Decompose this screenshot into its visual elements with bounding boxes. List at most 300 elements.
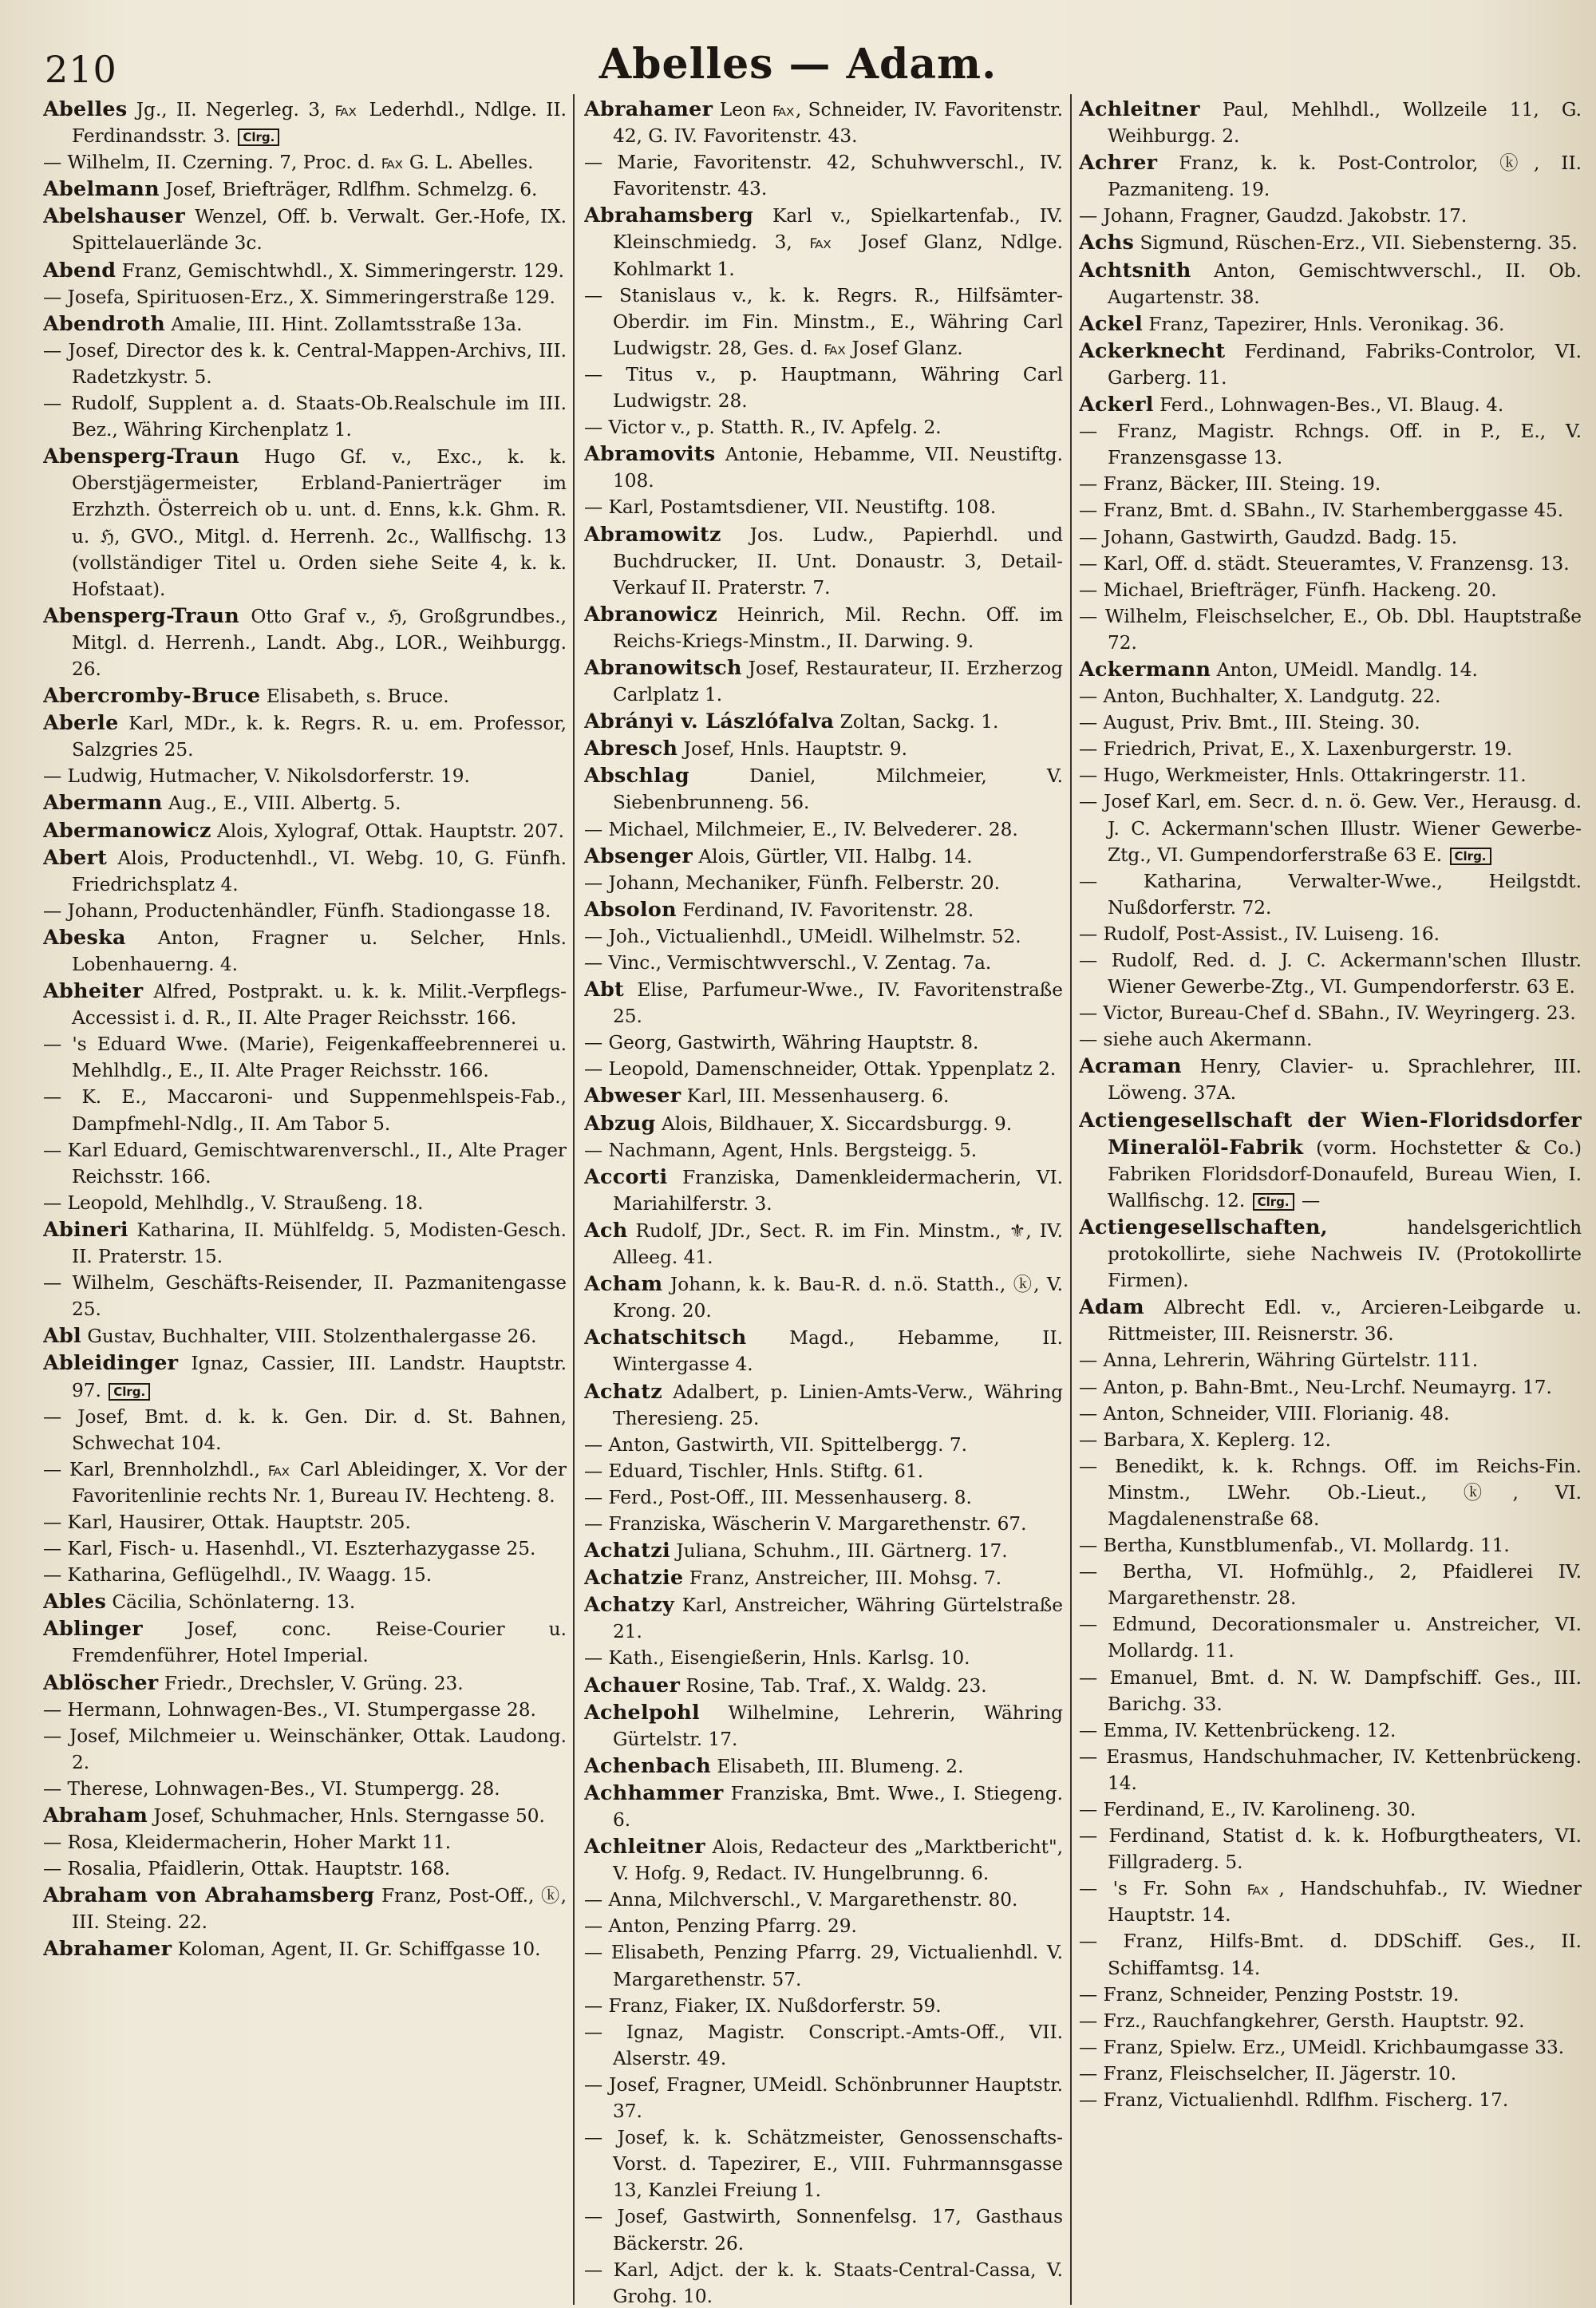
directory-entry bbox=[1079, 921, 1582, 947]
entry-surname: Absolon bbox=[584, 896, 677, 921]
directory-entry bbox=[43, 763, 567, 789]
entry-details: — Karl, Postamtsdiener, VII. Neustiftg. 108. bbox=[584, 496, 997, 519]
entry-details: Heinrich, Mil. Rechn. Off. im Reichs-Kriegs-Minstm., II. Darwing. 9. bbox=[613, 603, 1063, 652]
entry-surname: Abelles bbox=[43, 97, 128, 121]
directory-entry bbox=[43, 176, 567, 203]
entry-details: — Johann, Fragner, Gaudzd. Jakobstr. 17. bbox=[1079, 205, 1468, 227]
directory-entry bbox=[43, 1216, 567, 1270]
entry-surname: Abend bbox=[43, 257, 117, 282]
entry-details: — Emanuel, Bmt. d. N. W. Dampfschiff. Ges., III. Barichg. 33. bbox=[1079, 1666, 1582, 1715]
entry-surname: Achenbach bbox=[584, 1753, 712, 1777]
entry-surname: Abl bbox=[43, 1323, 81, 1348]
entry-details: — Josef, k. k. Schätzmeister, Genossenschafts-Vorst. d. Tapezirer, E., VIII. Fuhrmannsgasse 13, Kanzlei Freiung 1. bbox=[584, 2127, 1063, 2202]
entry-details: — Johann, Mechaniker, Fünfh. Felberstr. 20. bbox=[584, 871, 1000, 894]
directory-entry bbox=[43, 1031, 567, 1084]
entry-details: — Karl, Adjct. der k. k. Staats-Central-Cassa, V. Grohg. 10. bbox=[584, 2259, 1063, 2306]
entry-details: — Leopold, Damenschneider, Ottak. Yppenplatz 2. bbox=[584, 1058, 1057, 1081]
directory-entry bbox=[43, 1562, 567, 1588]
entry-surname: Abensperg-Traun bbox=[43, 603, 240, 627]
entry-details: Franz, Anstreicher, III. Mohsg. 7. bbox=[683, 1567, 1002, 1590]
entry-surname: Abert bbox=[43, 844, 108, 869]
directory-entry bbox=[1079, 709, 1582, 736]
entry-surname: Ablöscher bbox=[43, 1670, 159, 1694]
entry-details: — Josef, Gastwirth, Sonnenfelsg. 17, Gasthaus Bäckerstr. 26. bbox=[584, 2206, 1063, 2255]
entry-details: — Michael, Briefträger, Fünfh. Hackeng. 20. bbox=[1079, 579, 1497, 601]
directory-entry bbox=[1079, 2034, 1582, 2061]
entry-details: — Rosalia, Pfaidlerin, Ottak. Hauptstr. 168. bbox=[43, 1858, 451, 1880]
directory-entry bbox=[584, 1591, 1063, 1645]
entry-details: Wenzel, Off. b. Verwalt. Ger.-Hofe, IX. Spittelauerlände 3c. bbox=[72, 206, 567, 255]
entry-details: — Hugo, Werkmeister, Hnls. Ottakringerstr. 11. bbox=[1079, 765, 1527, 787]
entry-surname: Abrahamsberg bbox=[584, 203, 753, 227]
entry-details: Alfred, Postprakt. u. k. k. Milit.-Verpflegs-Accessist i. d. R., II. Alte Prager Reichsstr. 166. bbox=[72, 981, 567, 1030]
directory-entry bbox=[584, 202, 1063, 282]
directory-entry bbox=[1079, 1823, 1582, 1875]
directory-entry bbox=[43, 338, 567, 390]
directory-entry bbox=[584, 1564, 1063, 1591]
entry-details: Karl, Anstreicher, Währing Gürtelstraße 21. bbox=[613, 1595, 1063, 1643]
entry-details: Ferdinand, IV. Favoritenstr. 28. bbox=[676, 899, 974, 921]
directory-entry bbox=[584, 1484, 1063, 1511]
entry-details: — Victor, Bureau-Chef d. SBahn., IV. Weyringerg. 23. bbox=[1079, 1002, 1576, 1025]
directory-entry bbox=[584, 1432, 1063, 1458]
directory-entry bbox=[1079, 391, 1582, 418]
entry-surname: Abrahamer bbox=[584, 97, 713, 121]
entry-surname: Abt bbox=[584, 977, 625, 1002]
entry-details: — Edmund, Decorationsmaler u. Anstreicher, VI. Mollardg. 11. bbox=[1079, 1614, 1582, 1662]
directory-entry bbox=[584, 870, 1063, 896]
directory-entry bbox=[43, 1509, 567, 1535]
entry-details: — Therese, Lohnwagen-Bes., VI. Stumpergg. 28. bbox=[43, 1777, 500, 1800]
entry-details: — Karl, Hausirer, Ottak. Hauptstr. 205. bbox=[43, 1511, 411, 1533]
directory-entry bbox=[584, 654, 1063, 708]
directory-entry bbox=[43, 1270, 567, 1322]
directory-entry bbox=[1079, 1401, 1582, 1427]
directory-entry bbox=[43, 96, 567, 149]
entry-details: (vorm. Hochstetter & Co.) Fabriken Floridsdorf-Donaufeld, Bureau Wien, I. Wallfischg. 12. bbox=[1108, 1136, 1582, 1211]
entry-surname: Actiengesellschaft der Wien-Floridsdorfer Mineralöl-Fabrik bbox=[1079, 1107, 1582, 1159]
directory-entry bbox=[584, 441, 1063, 494]
entry-details: Anton, UMeidl. Mandlg. 14. bbox=[1211, 658, 1478, 681]
directory-entry bbox=[584, 708, 1063, 735]
entry-details: — Rudolf, Red. d. J. C. Ackermann'schen Illustr. Wiener Gewerbe-Ztg., VI. Gumpendorferstr. 63 E. bbox=[1079, 950, 1582, 998]
entry-details: Juliana, Schuhm., III. Gärtnerg. 17. bbox=[670, 1540, 1008, 1563]
entry-details: Franz, Post-Off., ⓚ, III. Steing. 22. bbox=[72, 1885, 567, 1934]
entry-details: — Karl, Fisch- u. Hasenhdl., VI. Eszterhazygasse 25. bbox=[43, 1538, 536, 1560]
entry-details: — Anna, Lehrerin, Währing Gürtelstr. 111. bbox=[1079, 1350, 1479, 1372]
entry-details: — K. E., Maccaroni- und Suppenmehlspeis-Fab., Dampfmehl-Ndlg., II. Am Tabor 5. bbox=[43, 1086, 567, 1135]
directory-entry bbox=[584, 1753, 1063, 1780]
directory-entry bbox=[1079, 1611, 1582, 1664]
directory-entry bbox=[1079, 1053, 1582, 1106]
directory-entry bbox=[584, 1082, 1063, 1109]
entry-details: — Josef, Director des k. k. Central-Mappen-Archivs, III. Radetzkystr. 5. bbox=[43, 339, 567, 388]
entry-details: Alois, Xylograf, Ottak. Hauptstr. 207. bbox=[211, 820, 564, 842]
entry-details: — Joh., Victualienhdl., UMeidl. Wilhelmstr. 52. bbox=[584, 925, 1021, 947]
entry-details: Zoltan, Sackg. 1. bbox=[834, 711, 999, 733]
entry-surname: Achatschitsch bbox=[584, 1325, 747, 1350]
directory-entry bbox=[1079, 603, 1582, 656]
entry-details: — Josef, Fragner, UMeidl. Schönbrunner Hauptstr. 37. bbox=[584, 2073, 1063, 2123]
directory-entry bbox=[584, 1913, 1063, 1939]
entry-details: Magd., Hebamme, II. Wintergasse 4. bbox=[613, 1327, 1063, 1376]
entry-surname: Achleitner bbox=[584, 1834, 705, 1859]
entry-surname: Achatzi bbox=[584, 1538, 670, 1563]
entry-surname: Abermanowicz bbox=[43, 817, 211, 842]
entry-details: Wilhelmine, Lehrerin, Währing Gürtelstr. 17. bbox=[613, 1701, 1063, 1750]
entry-details: Elise, Parfumeur-Wwe., IV. Favoritenstraße 25. bbox=[613, 979, 1063, 1028]
entry-details: Karl v., Spielkartenfab., IV. Kleinschmiedg. 3, ℻ Josef Glanz, Ndlge. Kohlmarkt 1. bbox=[613, 205, 1063, 280]
directory-entry bbox=[43, 1456, 567, 1509]
entry-details: — Frz., Rauchfangkehrer, Gersth. Hauptstr. 92. bbox=[1079, 2010, 1525, 2032]
entry-details: Henry, Clavier- u. Sprachlehrer, III. Löweng. 37A. bbox=[1108, 1056, 1582, 1105]
directory-entry bbox=[43, 1404, 567, 1456]
entry-details: Katharina, II. Mühlfeldg. 5, Modisten-Gesch. II. Praterstr. 15. bbox=[72, 1219, 567, 1268]
entry-details: Elisabeth, III. Blumeng. 2. bbox=[711, 1755, 964, 1777]
directory-entry bbox=[1079, 1665, 1582, 1717]
entry-surname: Achtsnith bbox=[1079, 257, 1191, 282]
directory-entry bbox=[584, 283, 1063, 362]
entry-surname: Achleitner bbox=[1079, 97, 1200, 121]
entry-surname: Ablinger bbox=[43, 1616, 143, 1641]
entry-surname: Ackel bbox=[1079, 310, 1144, 335]
directory-entry bbox=[584, 1833, 1063, 1887]
entry-details: — Bertha, Kunstblumenfab., VI. Mollardg. 11. bbox=[1079, 1535, 1510, 1557]
directory-entry bbox=[1079, 577, 1582, 603]
column-left bbox=[43, 96, 567, 2306]
directory-entry bbox=[43, 1723, 567, 1776]
entry-surname: Adam bbox=[1079, 1294, 1144, 1319]
directory-entry bbox=[1079, 1796, 1582, 1823]
entry-details: Amalie, III. Hint. Zollamtsstraße 13a. bbox=[165, 313, 523, 335]
directory-entry bbox=[43, 390, 567, 443]
entry-surname: Ackerknecht bbox=[1079, 338, 1226, 362]
entry-surname: Abranowitsch bbox=[584, 654, 742, 679]
entry-details: — Rudolf, Post-Assist., IV. Luiseng. 16. bbox=[1079, 923, 1440, 945]
entry-details: Albrecht Edl. v., Arcieren-Leibgarde u. Rittmeister, III. Reisnerstr. 36. bbox=[1108, 1297, 1582, 1346]
directory-entry bbox=[584, 494, 1063, 520]
entry-details: — Franz, Fiaker, IX. Nußdorferstr. 59. bbox=[584, 1994, 942, 2017]
entry-details: — Franz, Schneider, Penzing Poststr. 19. bbox=[1079, 1983, 1460, 2006]
entry-details: Franz, k. k. Post-Controlor, ⓚ, II. Pazmaniteng. 19. bbox=[1108, 152, 1582, 201]
entry-surname: Achatzie bbox=[584, 1565, 684, 1590]
directory-entry bbox=[1079, 497, 1582, 524]
directory-entry bbox=[584, 2019, 1063, 2072]
entry-details: — Anton, Gastwirth, VII. Spittelbergg. 7. bbox=[584, 1433, 968, 1456]
commerce-register-mark: Clrg. bbox=[1253, 1193, 1294, 1211]
entry-details: — 's Fr. Sohn ℻, Handschuhfab., IV. Wiedner Hauptstr. 14. bbox=[1079, 1878, 1582, 1927]
entry-details: Ferd., Lohnwagen-Bes., VI. Blaug. 4. bbox=[1153, 394, 1504, 417]
directory-entry bbox=[584, 1137, 1063, 1164]
directory-entry bbox=[1079, 1214, 1582, 1294]
entry-details: Paul, Mehlhdl., Wollzeile 11, G. Weihburgg. 2. bbox=[1108, 99, 1582, 148]
entry-details: Franziska, Bmt. Wwe., I. Stiegeng. 6. bbox=[613, 1782, 1063, 1831]
directory-entry bbox=[43, 1882, 567, 1935]
entry-details: — Josef Karl, em. Secr. d. n. ö. Gew. Ver., Herausg. d. J. C. Ackermann'schen Illustr. Wiener Gewerbe-Ztg., VI. Gumpendorferstraße 63 E. bbox=[1079, 791, 1582, 866]
entry-details: — Ignaz, Magistr. Conscript.-Amts-Off., VII. Alserstr. 49. bbox=[584, 2021, 1063, 2069]
directory-entry bbox=[584, 1511, 1063, 1537]
entry-details: — Karl, Off. d. städt. Steueramtes, V. Franzensg. 13. bbox=[1079, 552, 1570, 575]
entry-surname: Abelmann bbox=[43, 176, 160, 201]
entry-surname: Ableidinger bbox=[43, 1350, 179, 1375]
directory-entry bbox=[584, 2124, 1063, 2203]
entry-details: Gustav, Buchhalter, VIII. Stolzenthalergasse 26. bbox=[81, 1326, 537, 1348]
directory-entry bbox=[43, 1137, 567, 1190]
directory-entry bbox=[1079, 1532, 1582, 1559]
entry-details: Aug., E., VIII. Albertg. 5. bbox=[162, 792, 401, 815]
entry-details: Ferdinand, Fabriks-Controlor, VI. Garberg. 11. bbox=[1108, 340, 1582, 389]
directory-entry bbox=[1079, 1982, 1582, 2008]
entry-details: — Friedrich, Privat, E., X. Laxenburgerstr. 19. bbox=[1079, 738, 1513, 761]
directory-entry bbox=[43, 1322, 567, 1350]
directory-entry bbox=[584, 976, 1063, 1030]
directory-entry bbox=[584, 1271, 1063, 1324]
directory-entry bbox=[1079, 310, 1582, 338]
entry-details: — Ludwig, Hutmacher, V. Nikolsdorferstr. 19. bbox=[43, 765, 470, 788]
entry-surname: Ackermann bbox=[1079, 656, 1211, 681]
directory-entry bbox=[1079, 524, 1582, 551]
entry-details: — Franz, Spielw. Erz., UMeidl. Krichbaumgasse 33. bbox=[1079, 2036, 1565, 2058]
directory-entry bbox=[584, 896, 1063, 923]
directory-entry bbox=[43, 1802, 567, 1829]
entry-surname: Achhammer bbox=[584, 1780, 724, 1804]
directory-entry bbox=[1079, 1347, 1582, 1373]
entry-details: — Anna, Milchverschl., V. Margarethenstr. 80. bbox=[584, 1889, 1018, 1911]
directory-entry bbox=[43, 603, 567, 682]
directory-entry bbox=[1079, 1000, 1582, 1026]
entry-details: — Wilhelm, Geschäfts-Reisender, II. Pazmanitengasse 25. bbox=[43, 1272, 567, 1321]
directory-entry bbox=[43, 443, 567, 603]
entry-details: Anton, Fragner u. Selcher, Hnls. Lobenhauerng. 4. bbox=[72, 927, 567, 975]
entry-details: — Katharina, Geflügelhdl., IV. Waagg. 15. bbox=[43, 1564, 433, 1587]
directory-entry bbox=[43, 1535, 567, 1562]
entry-surname: Abercromby-Bruce bbox=[43, 683, 261, 708]
running-head: Abelles — Adam. bbox=[598, 40, 998, 89]
entry-details: Alois, Bildhauer, X. Siccardsburgg. 9. bbox=[655, 1113, 1013, 1135]
entry-surname: Abelshauser bbox=[43, 204, 186, 228]
directory-entry bbox=[1079, 683, 1582, 709]
directory-entry bbox=[584, 1056, 1063, 1082]
directory-entry bbox=[584, 1110, 1063, 1137]
directory-entry bbox=[43, 257, 567, 284]
entry-details: — Hermann, Lohnwagen-Bes., VI. Stumpergasse 28. bbox=[43, 1698, 536, 1721]
entry-surname: Accorti bbox=[584, 1164, 668, 1188]
directory-entry bbox=[43, 1670, 567, 1697]
entry-surname: Abramovits bbox=[584, 441, 716, 466]
entry-surname: Achauer bbox=[584, 1672, 681, 1697]
directory-entry bbox=[584, 521, 1063, 601]
entry-surname: Acham bbox=[584, 1271, 663, 1296]
entry-surname: Abheiter bbox=[43, 978, 144, 1003]
entry-details: Johann, k. k. Bau-R. d. n.ö. Statth., ⓚ, V. Krong. 20. bbox=[613, 1274, 1063, 1322]
entry-surname: Abeska bbox=[43, 924, 126, 949]
directory-entry bbox=[1079, 1026, 1582, 1053]
directory-entry bbox=[1079, 1559, 1582, 1611]
directory-entry bbox=[1079, 947, 1582, 1000]
directory-entry bbox=[1079, 1374, 1582, 1401]
entry-details: — Ferd., Post-Off., III. Messenhauserg. 8. bbox=[584, 1486, 972, 1508]
entry-details: — Michael, Milchmeier, E., IV. Belvederег. 28. bbox=[584, 818, 1018, 840]
directory-entry bbox=[43, 817, 567, 844]
entry-surname: Achrer bbox=[1079, 150, 1158, 175]
directory-entry bbox=[43, 789, 567, 816]
directory-entry bbox=[584, 762, 1063, 816]
entry-details: — Franz, Magistr. Rchngs. Off. in P., E., V. Franzensgasse 13. bbox=[1079, 421, 1582, 469]
entry-details: — bbox=[1295, 1189, 1321, 1211]
entry-surname: Achatzy bbox=[584, 1592, 675, 1617]
entry-details: — Josefa, Spirituosen-Erz., X. Simmeringerstraße 129. bbox=[43, 286, 555, 308]
entry-details: — Georg, Gastwirth, Währing Hauptstr. 8. bbox=[584, 1032, 979, 1054]
directory-entry bbox=[584, 950, 1063, 976]
directory-entry bbox=[584, 2203, 1063, 2256]
entry-details: Franziska, Damenkleidermacherin, VI. Mariahilferstr. 3. bbox=[613, 1166, 1063, 1215]
entry-details: Alois, Gürtler, VII. Halbg. 14. bbox=[693, 845, 973, 867]
entry-surname: Abensperg-Traun bbox=[43, 444, 240, 468]
directory-entry bbox=[1079, 96, 1582, 149]
directory-entry bbox=[43, 284, 567, 310]
entry-surname: Acraman bbox=[1079, 1053, 1182, 1078]
directory-entry bbox=[584, 414, 1063, 441]
entry-details: — Karl, Brennholzhdl., ℻ Carl Ableidinger, X. Vor der Favoritenlinie rechts Nr. 1, Bureau IV. Hechteng. 8. bbox=[43, 1458, 567, 1507]
entry-details: — August, Priv. Bmt., III. Steing. 30. bbox=[1079, 712, 1420, 734]
directory-entry bbox=[584, 735, 1063, 762]
entry-details: Ignaz, Cassier, III. Landstr. Hauptstr. 97. bbox=[72, 1353, 567, 1401]
entry-details: — Johann, Gastwirth, Gaudzd. Badg. 15. bbox=[1079, 526, 1458, 548]
directory-entry bbox=[584, 96, 1063, 149]
directory-entry bbox=[1079, 1107, 1582, 1214]
entry-details: — Stanislaus v., k. k. Regrs. R., Hilfsämter-Oberdir. im Fin. Minstm., E., Währing Carl Ludwigstr. 28, Ges. d. ℻ Josef Glanz. bbox=[584, 284, 1063, 359]
entry-details: — Rosa, Kleidermacherin, Hoher Markt 11. bbox=[43, 1832, 452, 1854]
entry-details: — Erasmus, Handschuhmacher, IV. Kettenbrückeng. 14. bbox=[1079, 1745, 1582, 1794]
directory-entry bbox=[584, 1780, 1063, 1833]
entry-details: Cäcilia, Schönlaterng. 13. bbox=[106, 1591, 356, 1614]
entry-surname: Abzug bbox=[584, 1110, 656, 1135]
entry-details: — Franz, Victualienhdl. Rdlfhm. Fischerg. 17. bbox=[1079, 2089, 1509, 2112]
directory-entry bbox=[1079, 1928, 1582, 1981]
directory-entry bbox=[43, 924, 567, 978]
directory-entry bbox=[584, 1993, 1063, 2019]
directory-entry bbox=[584, 1458, 1063, 1484]
entry-details: — Emma, IV. Kettenbrückeng. 12. bbox=[1079, 1719, 1396, 1741]
entry-details: — Rudolf, Supplent a. d. Staats-Ob.Realschule im III. Bez., Währing Kirchenplatz 1. bbox=[43, 393, 567, 441]
directory-entry bbox=[43, 203, 567, 256]
directory-entry bbox=[1079, 551, 1582, 577]
directory-entry bbox=[43, 1615, 567, 1669]
entry-details: — siehe auch Akermann. bbox=[1079, 1029, 1313, 1051]
directory-entry bbox=[1079, 868, 1582, 921]
entry-details: Alois, Productenhdl., VI. Webg. 10, G. Fünfh. Friedrichsplatz 4. bbox=[72, 847, 567, 895]
directory-entry bbox=[1079, 471, 1582, 497]
directory-entry bbox=[1079, 656, 1582, 683]
entry-surname: Abweser bbox=[584, 1083, 681, 1108]
directory-entry bbox=[43, 310, 567, 338]
directory-entry bbox=[584, 843, 1063, 870]
entry-details: Josef, Restaurateur, II. Erzherzog Carlplatz 1. bbox=[613, 657, 1063, 706]
entry-details: — Ferdinand, Statist d. k. k. Hofburgtheaters, VI. Fillgraderg. 5. bbox=[1079, 1825, 1582, 1874]
entry-details: Rudolf, JDr., Sect. R. im Fin. Minstm., ⚜, IV. Alleeg. 41. bbox=[613, 1219, 1063, 1269]
directory-entry bbox=[584, 1378, 1063, 1432]
entry-details: — Elisabeth, Penzing Pfarrg. 29, Victualienhdl. V. Margarethenstr. 57. bbox=[584, 1942, 1063, 1990]
directory-entry bbox=[43, 898, 567, 924]
directory-entry bbox=[584, 1030, 1063, 1056]
directory-entry bbox=[1079, 1717, 1582, 1744]
directory-entry bbox=[1079, 418, 1582, 471]
entry-details: Josef, conc. Reise-Courier u. Fremdenführer, Hotel Imperial. bbox=[72, 1618, 567, 1667]
column-middle bbox=[584, 96, 1063, 2306]
column-rule-right bbox=[1070, 94, 1072, 2305]
entry-details: — Josef, Milchmeier u. Weinschänker, Ottak. Laudong. 2. bbox=[43, 1725, 567, 1773]
directory-entry bbox=[584, 1672, 1063, 1699]
column-rule-left bbox=[573, 94, 575, 2305]
entry-details: Otto Graf v., ℌ, Großgrundbes., Mitgl. d. Herrenh., Landt. Abg., LOR., Weihburgg. 26. bbox=[72, 605, 567, 680]
directory-entry bbox=[584, 601, 1063, 654]
entry-details: — Marie, Favoritenstr. 42, Schuhwverschl., IV. Favoritenstr. 43. bbox=[584, 152, 1063, 200]
column-right bbox=[1079, 96, 1582, 2306]
entry-details: Daniel, Milchmeier, V. Siebenbrunneng. 56. bbox=[613, 765, 1063, 814]
entry-details: Franz, Tapezirer, Hnls. Veronikag. 36. bbox=[1143, 313, 1505, 335]
directory-entry bbox=[1079, 2008, 1582, 2034]
directory-entry bbox=[43, 1697, 567, 1723]
page-number: 210 bbox=[45, 48, 117, 91]
directory-entry bbox=[584, 1324, 1063, 1377]
entry-surname: Abramowitz bbox=[584, 521, 721, 546]
entry-details: Koloman, Agent, II. Gr. Schiffgasse 10. bbox=[172, 1938, 541, 1961]
entry-details: — Eduard, Tischler, Hnls. Stiftg. 61. bbox=[584, 1460, 924, 1482]
entry-details: Adalbert, p. Linien-Amts-Verw., Währing Theresieng. 25. bbox=[613, 1381, 1063, 1429]
directory-entry bbox=[43, 1350, 567, 1403]
directory-entry bbox=[1079, 1744, 1582, 1796]
directory-entry bbox=[584, 816, 1063, 843]
entry-details: Friedr., Drechsler, V. Grüng. 23. bbox=[158, 1672, 464, 1694]
entry-surname: Ables bbox=[43, 1589, 107, 1614]
directory-entry bbox=[584, 1887, 1063, 1913]
entry-details: Karl, MDr., k. k. Regrs. R. u. em. Professor, Salzgries 25. bbox=[72, 713, 567, 761]
directory-entry bbox=[43, 978, 567, 1031]
entry-details: — Victor v., p. Statth. R., IV. Apfelg. 2. bbox=[584, 417, 942, 439]
directory-entry bbox=[584, 2257, 1063, 2306]
entry-surname: Aberle bbox=[43, 710, 119, 735]
directory-entry bbox=[43, 1935, 567, 1962]
directory-entry bbox=[1079, 203, 1582, 229]
entry-surname: Achs bbox=[1079, 230, 1135, 255]
entry-details: — Nachmann, Agent, Hnls. Bergsteigg. 5. bbox=[584, 1139, 978, 1161]
directory-entry bbox=[1079, 788, 1582, 867]
commerce-register-mark: Clrg. bbox=[109, 1383, 150, 1401]
entry-details: — Franziska, Wäscherin V. Margarethenstr. 67. bbox=[584, 1512, 1027, 1535]
entry-details: — Anton, Buchhalter, X. Landgutg. 22. bbox=[1079, 686, 1441, 708]
entry-details: — Katharina, Verwalter-Wwe., Heilgstdt. Nußdorferstr. 72. bbox=[1079, 870, 1582, 919]
entry-details: Karl, III. Messenhauserg. 6. bbox=[681, 1085, 950, 1108]
entry-details: Josef, Hnls. Hauptstr. 9. bbox=[678, 738, 908, 761]
entry-details: — Franz, Bäcker, III. Steing. 19. bbox=[1079, 473, 1381, 496]
directory-entry bbox=[584, 1939, 1063, 1992]
entry-surname: Abraham von Abrahamsberg bbox=[43, 1883, 375, 1907]
entry-details: — Anton, p. Bahn-Bmt., Neu-Lrchf. Neumayrg. 17. bbox=[1079, 1376, 1552, 1398]
entry-details: — Leopold, Mehlhdlg., V. Straußeng. 18. bbox=[43, 1192, 424, 1214]
entry-details: handelsgerichtlich protokollirte, siehe Nachweis IV. (Protokollirte Firmen). bbox=[1108, 1216, 1582, 1292]
directory-entry bbox=[1079, 229, 1582, 256]
entry-surname: Abrányi v. Lászlófalva bbox=[584, 709, 835, 733]
directory-entry bbox=[43, 682, 567, 709]
entry-details: Hugo Gf. v., Exc., k. k. Oberstjägermeister, Erbland-Panierträger im Erzhzth. Österreich ob u. unt. d. Enns, k.k. Ghm. R. u. ℌ, GVO., Mitgl. d. Herrenh. 2c., Wallfischg. 13 (vollständiger Titel u. Orden siehe Seite 4, k. k. Hofstaat). bbox=[72, 446, 567, 600]
directory-entry bbox=[43, 1776, 567, 1802]
entry-details: — Johann, Productenhändler, Fünfh. Stadiongasse 18. bbox=[43, 899, 551, 922]
entry-details: Jg., II. Negerleg. 3, ℻ Lederhdl., Ndlge. II. Ferdinandsstr. 3. bbox=[72, 99, 567, 148]
entry-surname: Abresch bbox=[584, 736, 678, 761]
entry-surname: Actiengesellschaften, bbox=[1079, 1214, 1328, 1239]
entry-details: Anton, Gemischtwverschl., II. Ob. Augartenstr. 38. bbox=[1108, 259, 1582, 308]
directory-entry bbox=[584, 1537, 1063, 1564]
